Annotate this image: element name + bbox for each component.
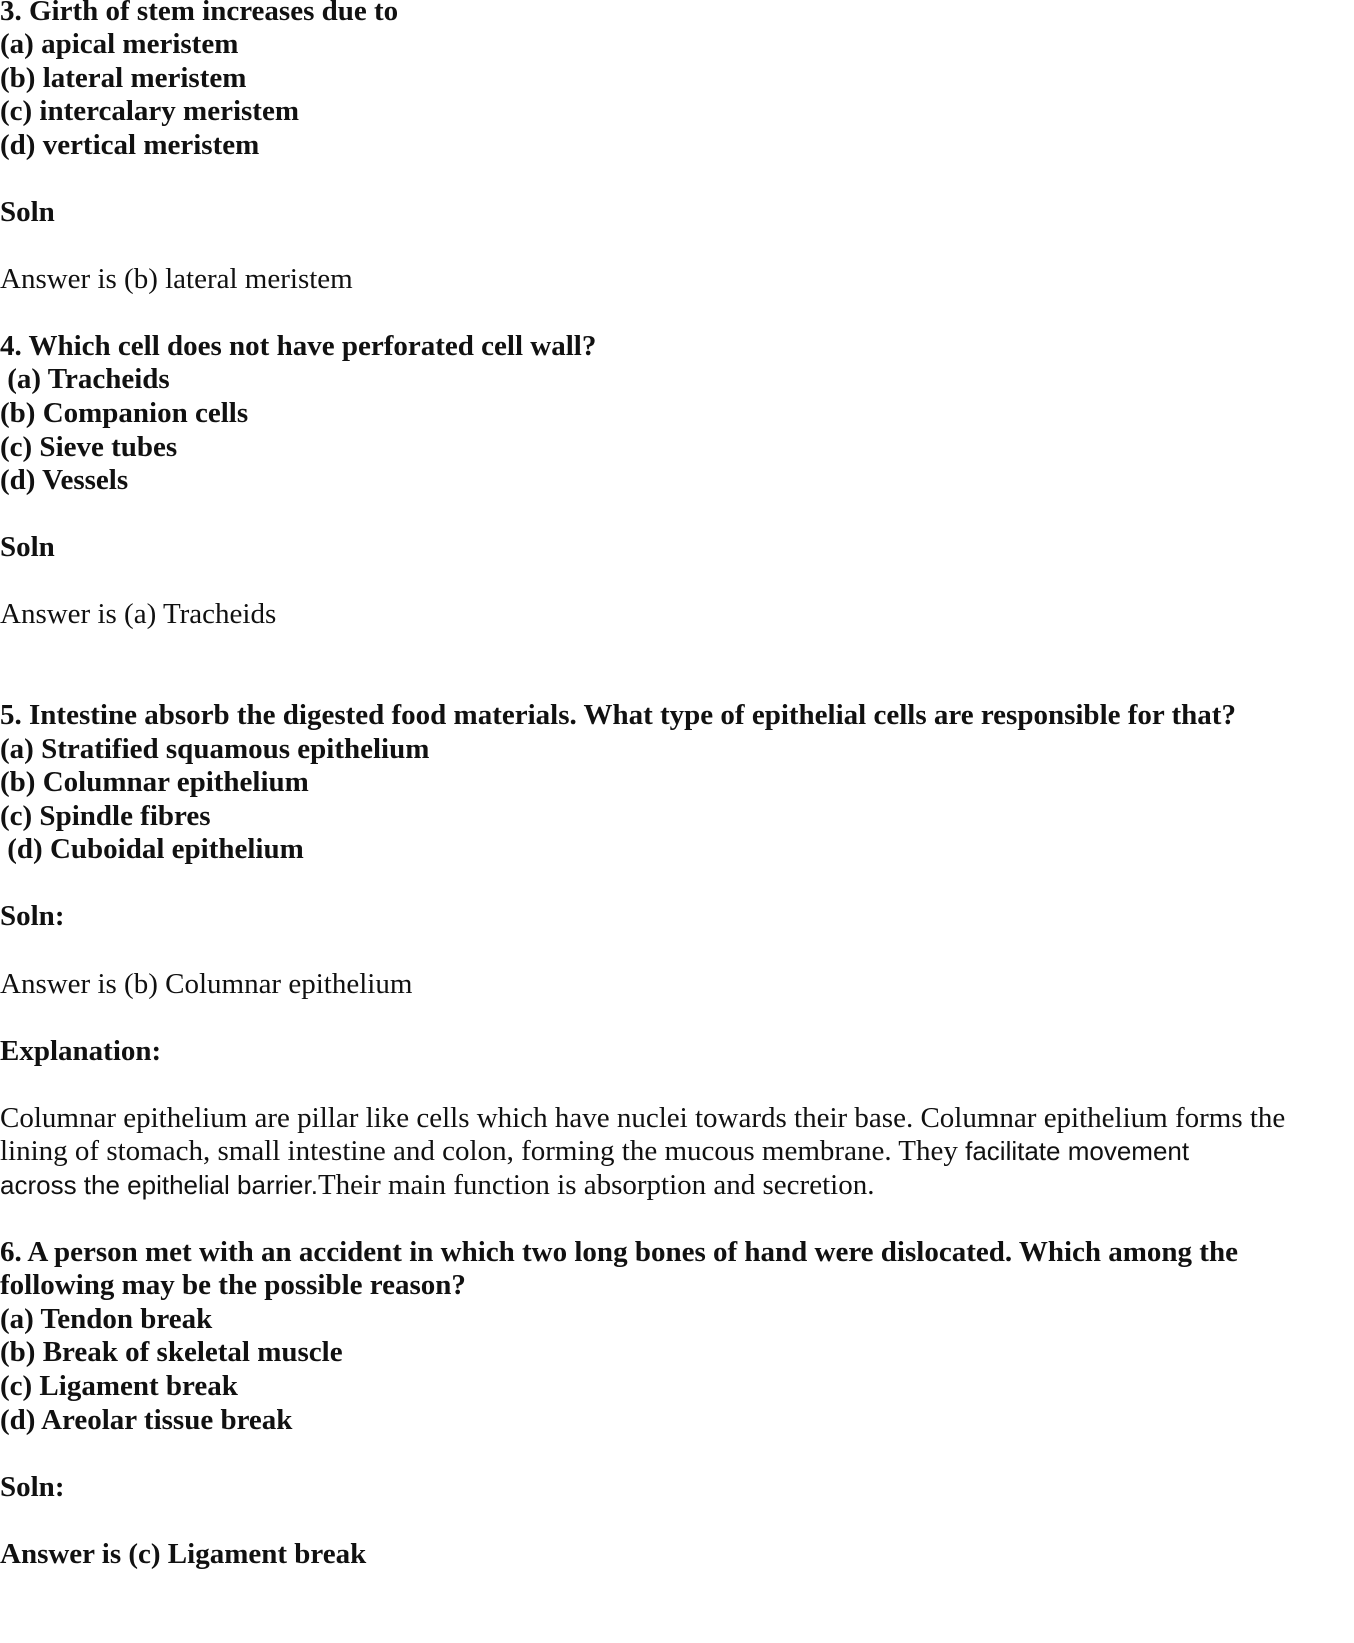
soln-label-5: Soln: xyxy=(0,900,65,932)
soln-label-6: Soln: xyxy=(0,1471,65,1503)
question-3: 3. Girth of stem increases due to xyxy=(0,0,399,27)
option-4c: (c) Sieve tubes xyxy=(0,431,178,463)
option-4b: (b) Companion cells xyxy=(0,397,249,429)
soln-label-3: Soln xyxy=(0,196,55,228)
option-6d: (d) Areolar tissue break xyxy=(0,1404,293,1436)
option-4a: (a) Tracheids xyxy=(0,363,170,395)
option-4d: (d) Vessels xyxy=(0,464,129,496)
question-5: 5. Intestine absorb the digested food materials. What type of epithelial cells are responsible for that? xyxy=(0,699,1236,731)
answer-4: Answer is (a) Tracheids xyxy=(0,598,277,630)
explanation-line-3: across the epithelial barrier.Their main function is absorption and secretion. xyxy=(0,1169,875,1201)
option-5a: (a) Stratified squamous epithelium xyxy=(0,733,430,765)
option-3a: (a) apical meristem xyxy=(0,28,239,60)
answer-5: Answer is (b) Columnar epithelium xyxy=(0,968,413,1000)
option-5d: (d) Cuboidal epithelium xyxy=(0,833,304,865)
option-6b: (b) Break of skeletal muscle xyxy=(0,1336,343,1368)
explanation-label: Explanation: xyxy=(0,1035,162,1067)
question-6-line-2: following may be the possible reason? xyxy=(0,1269,466,1301)
answer-3: Answer is (b) lateral meristem xyxy=(0,263,353,295)
soln-label-4: Soln xyxy=(0,531,55,563)
option-3b: (b) lateral meristem xyxy=(0,62,247,94)
option-6a: (a) Tendon break xyxy=(0,1303,213,1335)
option-5b: (b) Columnar epithelium xyxy=(0,766,309,798)
option-3c: (c) intercalary meristem xyxy=(0,95,299,127)
answer-6: Answer is (c) Ligament break xyxy=(0,1538,367,1570)
option-6c: (c) Ligament break xyxy=(0,1370,238,1402)
question-6-line-1: 6. A person met with an accident in which two long bones of hand were dislocated. Which among the xyxy=(0,1236,1238,1268)
option-3d: (d) vertical meristem xyxy=(0,129,260,161)
explanation-line-2: lining of stomach, small intestine and colon, forming the mucous membrane. They facilitate movement xyxy=(0,1135,1190,1167)
question-4: 4. Which cell does not have perforated cell wall? xyxy=(0,330,597,362)
explanation-line-1: Columnar epithelium are pillar like cells which have nuclei towards their base. Columnar epithelium forms the xyxy=(0,1102,1286,1134)
option-5c: (c) Spindle fibres xyxy=(0,800,211,832)
